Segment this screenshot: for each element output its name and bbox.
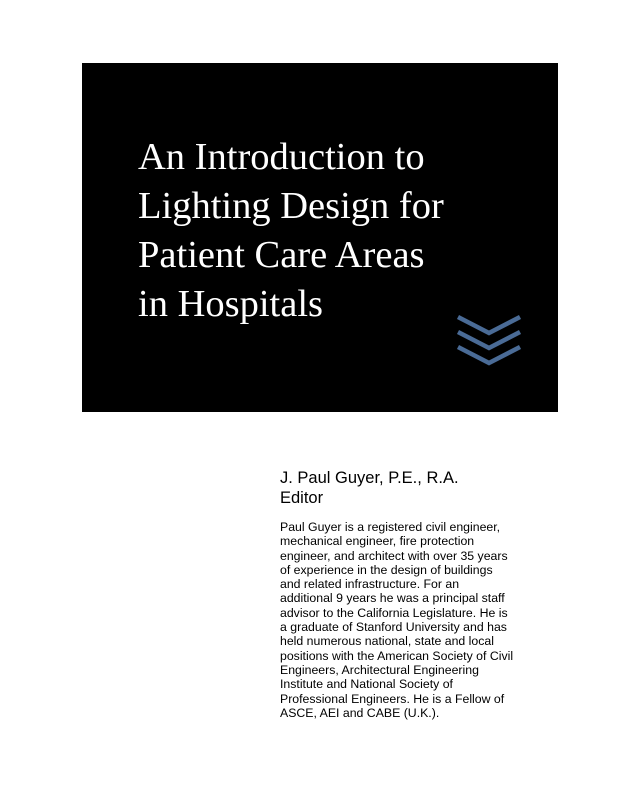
bio-line: ASCE, AEI and CABE (U.K.).	[280, 705, 440, 720]
chevron-stroke	[458, 317, 520, 333]
bio-line: and related infrastructure. For an	[280, 577, 460, 592]
bio-line: of experience in the design of buildings	[280, 562, 493, 577]
author-name: J. Paul Guyer, P.E., R.A.	[280, 469, 459, 487]
book-title	[138, 133, 538, 329]
title-line: Patient Care Areas	[138, 234, 425, 276]
title-line: in Hospitals	[138, 283, 324, 325]
triple-chevron-down-icon	[456, 314, 522, 368]
title-line: Lighting Design for	[138, 185, 444, 227]
bio-line: Paul Guyer is a registered civil engineer,	[280, 520, 501, 534]
author-role: Editor	[280, 489, 324, 507]
bio-line: Professional Engineers. He is a Fellow of	[280, 691, 505, 706]
author-bio	[280, 520, 580, 720]
bio-line: engineer, and architect with over 35 years	[280, 548, 508, 563]
bio-line: mechanical engineer, fire protection	[280, 534, 475, 549]
bio-line: advisor to the California Legislature. He is	[280, 605, 508, 620]
cover-title-block	[82, 63, 558, 412]
bio-line: held numerous national, state and local	[280, 634, 494, 649]
bio-line: additional 9 years he was a principal staff	[280, 591, 505, 606]
title-line: An Introduction to	[138, 136, 425, 178]
bio-line: positions with the American Society of Civil	[280, 648, 514, 663]
bio-line: a graduate of Stanford University and has	[280, 620, 507, 635]
bio-line: Institute and National Society of	[280, 677, 453, 692]
bio-line: Engineers, Architectural Engineering	[280, 662, 479, 677]
